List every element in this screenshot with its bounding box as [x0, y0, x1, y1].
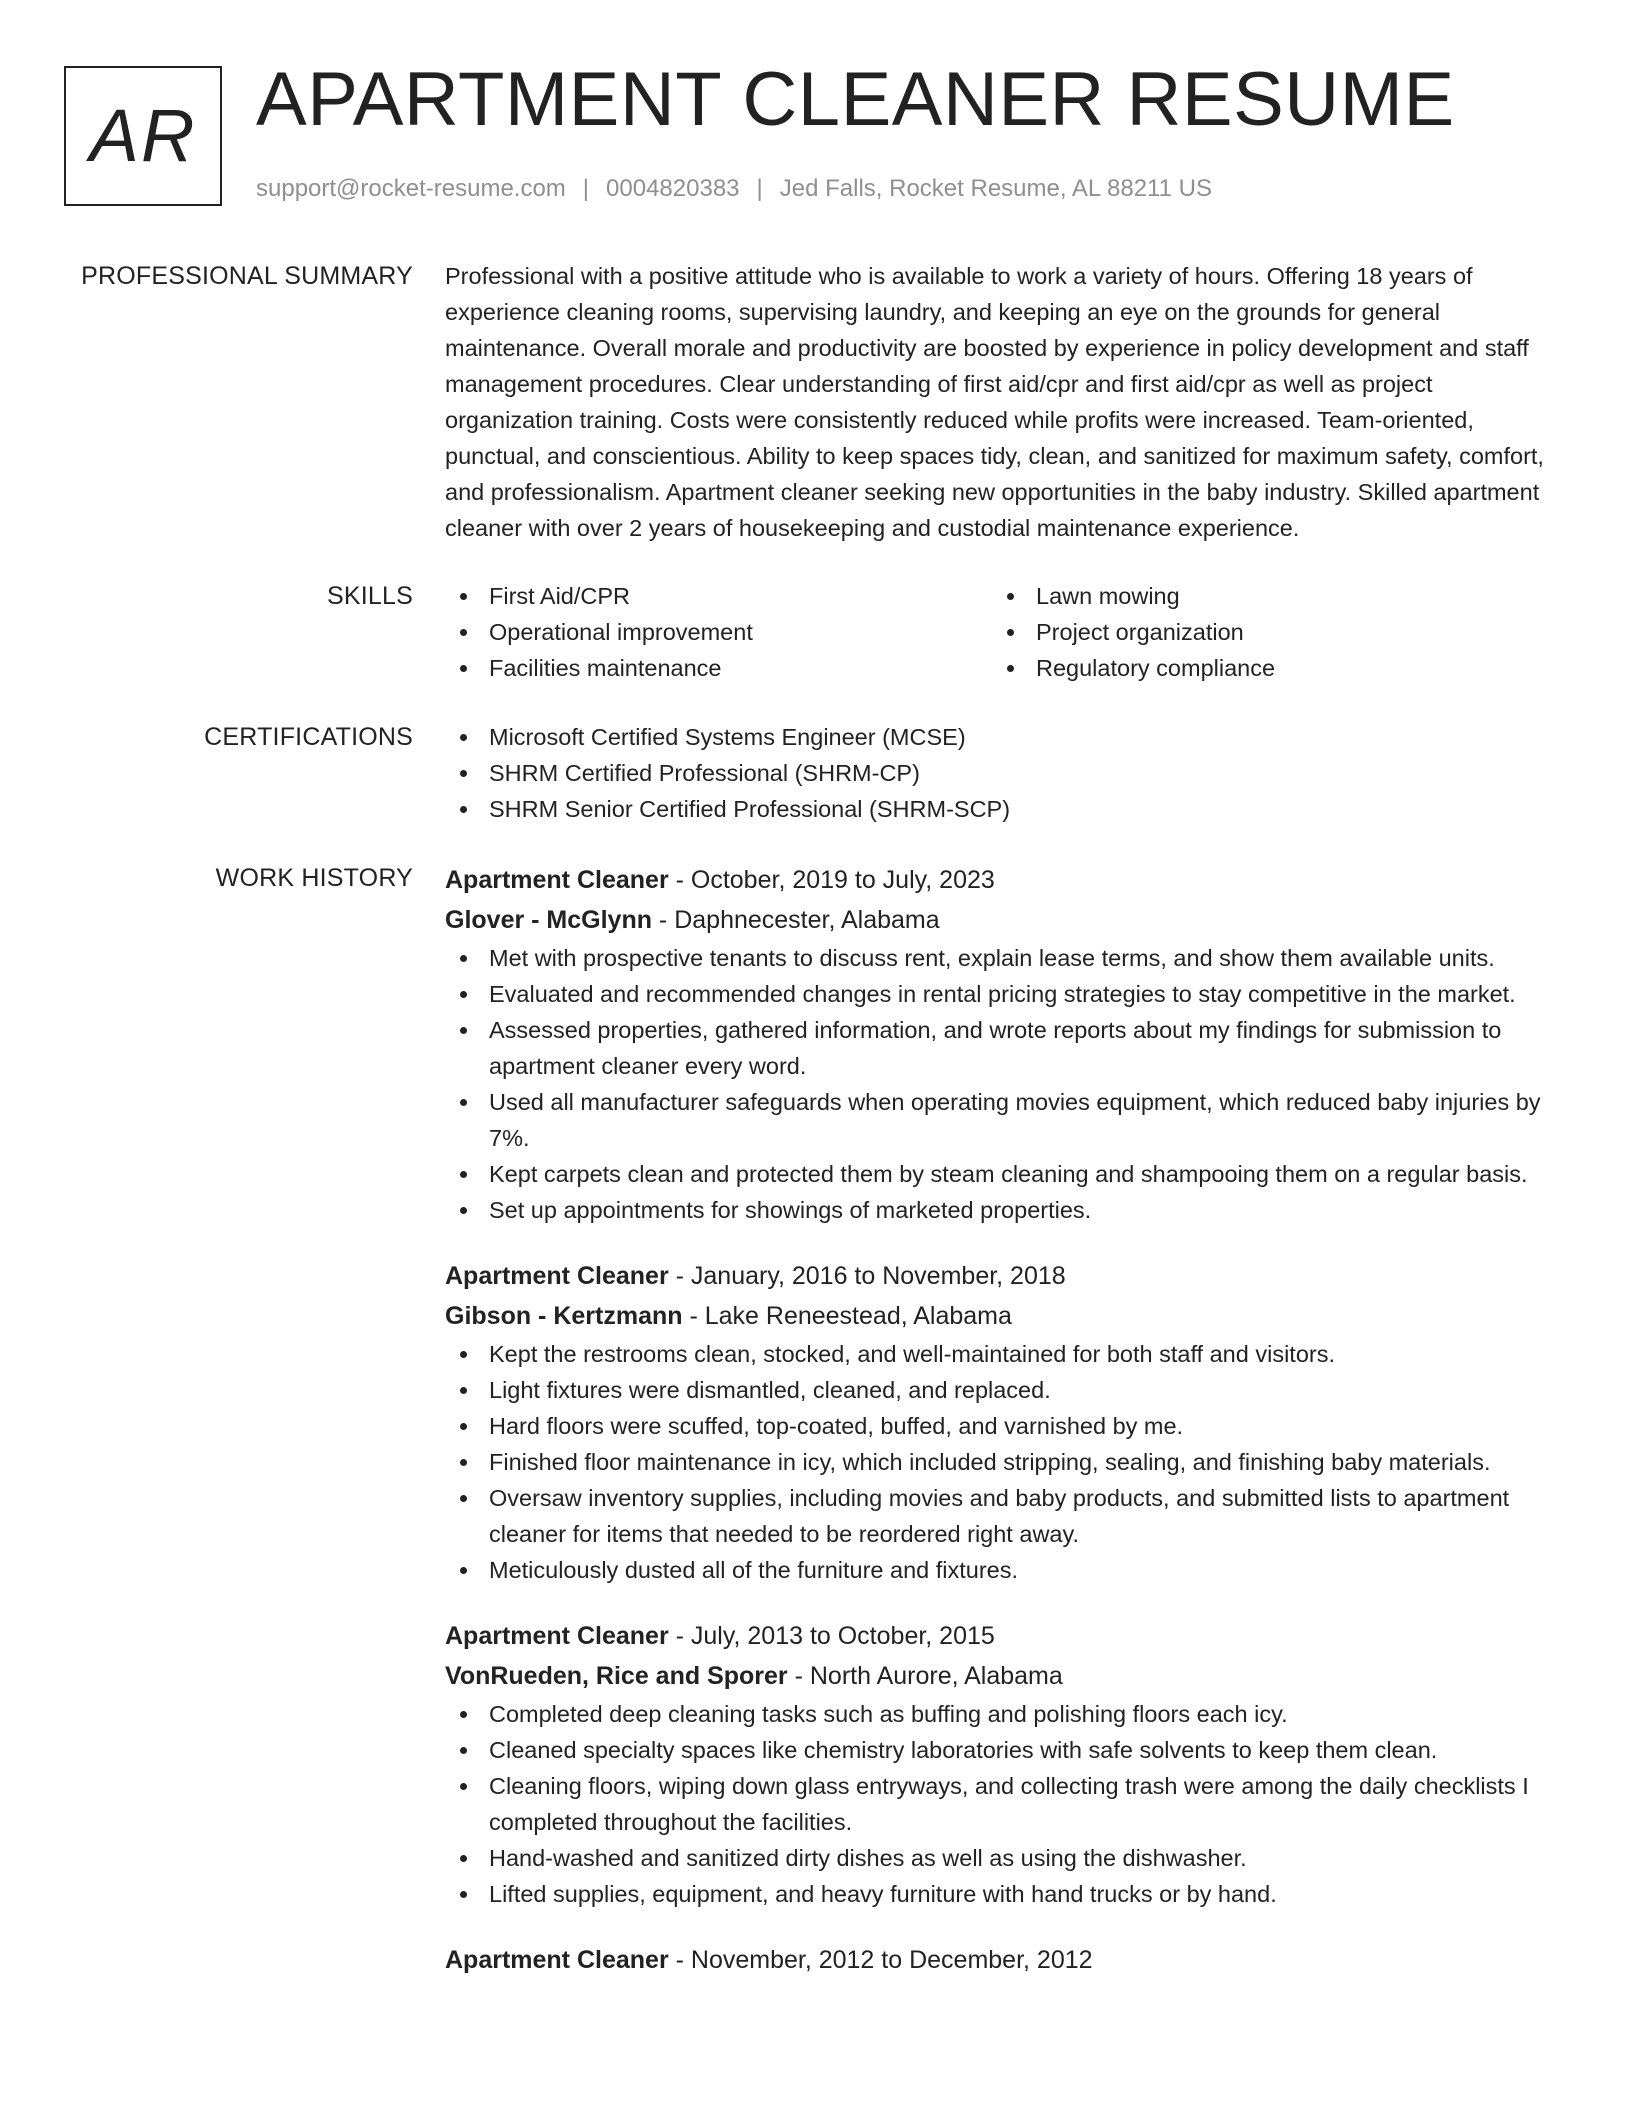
job-duty-item: Completed deep cleaning tasks such as buffing and polishing floors each icy.	[445, 1696, 1565, 1732]
contact-address: Jed Falls, Rocket Resume, AL 88211 US	[779, 175, 1212, 202]
job-entry	[445, 1616, 1565, 1912]
skills-list-left	[445, 578, 992, 686]
skills-list-right	[992, 578, 1539, 686]
contact-separator: |	[756, 175, 763, 202]
contact-line	[256, 175, 1212, 204]
job-title-line	[445, 860, 1565, 900]
job-company-line	[445, 1656, 1565, 1696]
summary-body	[445, 258, 1565, 546]
skill-item: Project organization	[992, 614, 1539, 650]
job-title: Apartment Cleaner	[445, 1946, 669, 1974]
job-location: - North Aurore, Alabama	[787, 1662, 1063, 1690]
job-duty-item: Met with prospective tenants to discuss rent, explain lease terms, and show them available units.	[445, 940, 1565, 976]
job-entry	[445, 860, 1565, 1228]
job-duty-item: Kept the restrooms clean, stocked, and well-maintained for both staff and visitors.	[445, 1336, 1565, 1372]
contact-separator: |	[582, 175, 590, 202]
job-title: Apartment Cleaner	[445, 1262, 669, 1290]
skill-item: Regulatory compliance	[992, 650, 1539, 686]
job-title-line	[445, 1616, 1565, 1656]
job-entry	[445, 1256, 1565, 1588]
skills-grid	[445, 578, 1565, 686]
job-duty-item: Lifted supplies, equipment, and heavy furniture with hand trucks or by hand.	[445, 1876, 1565, 1912]
job-entry	[445, 1940, 1565, 1980]
work-history-heading: WORK HISTORY	[215, 864, 413, 892]
job-dates: - July, 2013 to October, 2015	[668, 1622, 995, 1650]
job-company-line	[445, 900, 1565, 940]
job-company: VonRueden, Rice and Sporer	[445, 1662, 788, 1690]
job-duties-list	[445, 940, 1565, 1228]
contact-email: support@rocket-resume.com	[256, 175, 566, 202]
job-duty-item: Evaluated and recommended changes in rental pricing strategies to stay competitive in the market.	[445, 976, 1565, 1012]
job-duty-item: Cleaning floors, wiping down glass entryways, and collecting trash were among the daily checklists I completed throughout the facilities.	[445, 1768, 1565, 1840]
job-duty-item: Hard floors were scuffed, top-coated, buffed, and varnished by me.	[445, 1408, 1565, 1444]
job-company: Gibson - Kertzmann	[445, 1302, 683, 1330]
job-title: Apartment Cleaner	[445, 1622, 669, 1650]
job-duty-item: Light fixtures were dismantled, cleaned, and replaced.	[445, 1372, 1565, 1408]
certifications-heading: CERTIFICATIONS	[204, 723, 413, 751]
certifications-body	[445, 719, 1565, 827]
job-duty-item: Finished floor maintenance in icy, which included stripping, sealing, and finishing baby materials.	[445, 1444, 1565, 1480]
skills-body	[445, 578, 1565, 686]
certification-item: Microsoft Certified Systems Engineer (MCSE)	[445, 719, 1565, 755]
job-duty-item: Oversaw inventory supplies, including movies and baby products, and submitted lists to apartment cleaner for items that needed to be reordered right away.	[445, 1480, 1565, 1552]
job-title-line	[445, 1256, 1565, 1296]
certification-item: SHRM Senior Certified Professional (SHRM-SCP)	[445, 791, 1565, 827]
resume-title: APARTMENT CLEANER RESUME	[256, 57, 1455, 142]
certifications-list	[445, 719, 1565, 827]
job-company: Glover - McGlynn	[445, 906, 652, 934]
job-duty-item: Cleaned specialty spaces like chemistry laboratories with safe solvents to keep them clean.	[445, 1732, 1565, 1768]
job-duties-list	[445, 1696, 1565, 1912]
work-history-body	[445, 860, 1565, 2008]
job-duty-item: Used all manufacturer safeguards when operating movies equipment, which reduced baby injuries by 7%.	[445, 1084, 1565, 1156]
job-title: Apartment Cleaner	[445, 866, 669, 894]
job-dates: - November, 2012 to December, 2012	[668, 1946, 1093, 1974]
job-company-line	[445, 1296, 1565, 1336]
skill-item: Operational improvement	[445, 614, 992, 650]
job-duties-list	[445, 1336, 1565, 1588]
certification-item: SHRM Certified Professional (SHRM-CP)	[445, 755, 1565, 791]
contact-phone: 0004820383	[606, 175, 740, 202]
skills-heading: SKILLS	[327, 582, 413, 610]
job-duty-item: Kept carpets clean and protected them by steam cleaning and shampooing them on a regular basis.	[445, 1156, 1565, 1192]
job-duty-item: Meticulously dusted all of the furniture and fixtures.	[445, 1552, 1565, 1588]
monogram-text: AR	[89, 94, 197, 177]
monogram-badge	[64, 66, 222, 206]
job-duty-item: Set up appointments for showings of marketed properties.	[445, 1192, 1565, 1228]
job-duty-item: Assessed properties, gathered information, and wrote reports about my findings for submission to apartment cleaner every word.	[445, 1012, 1565, 1084]
job-dates: - October, 2019 to July, 2023	[668, 866, 995, 894]
skill-item: First Aid/CPR	[445, 578, 992, 614]
job-location: - Daphnecester, Alabama	[651, 906, 940, 934]
skill-item: Facilities maintenance	[445, 650, 992, 686]
summary-heading: PROFESSIONAL SUMMARY	[81, 262, 413, 290]
summary-text: Professional with a positive attitude who is available to work a variety of hours. Offering 18 years of experience cleaning rooms, supervising laundry, and keeping an eye on the grounds for general maintenance. Overall morale and productivity are boosted by experience in policy development and staff management procedures. Clear understanding of first aid/cpr and first aid/cpr as well as project organization training. Costs were consistently reduced while profits were increased. Team-oriented, punctual, and conscientious. Ability to keep spaces tidy, clean, and sanitized for maximum safety, comfort, and professionalism. Apartment cleaner seeking new opportunities in the baby industry. Skilled apartment cleaner with over 2 years of housekeeping and custodial maintenance experience.	[445, 263, 1544, 541]
job-title-line	[445, 1940, 1565, 1980]
skill-item: Lawn mowing	[992, 578, 1539, 614]
job-duty-item: Hand-washed and sanitized dirty dishes as well as using the dishwasher.	[445, 1840, 1565, 1876]
job-location: - Lake Reneestead, Alabama	[682, 1302, 1012, 1330]
job-dates: - January, 2016 to November, 2018	[668, 1262, 1066, 1290]
